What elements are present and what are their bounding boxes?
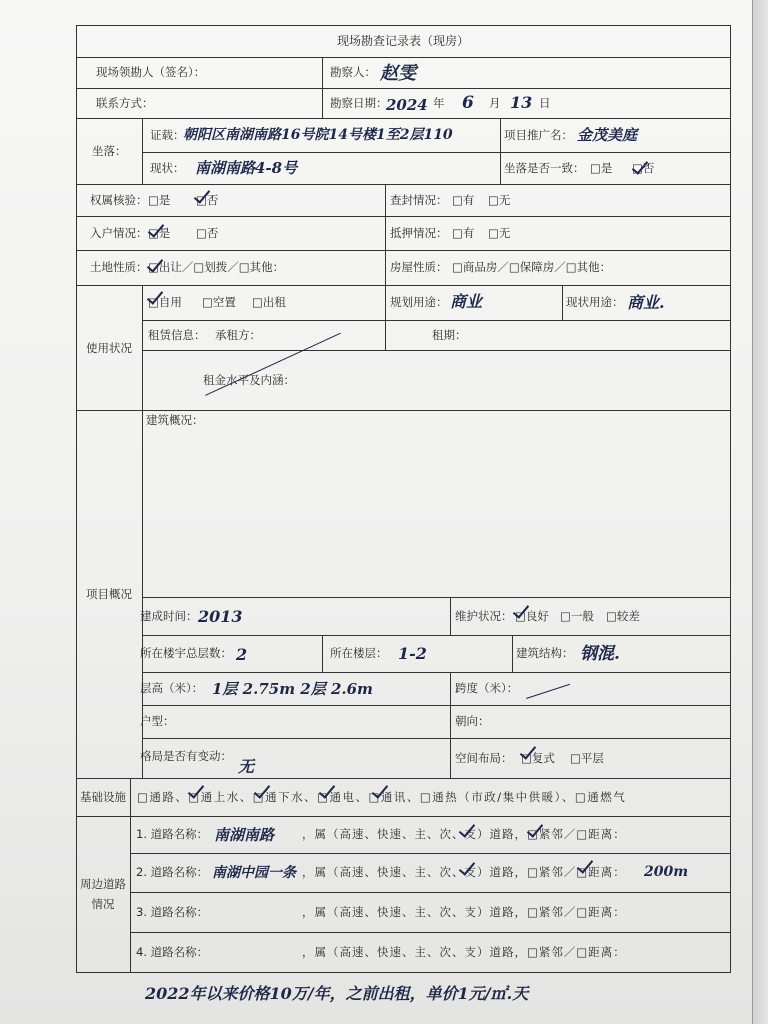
grid-line [500,118,501,184]
location-match-yes: □是 [590,161,613,175]
next-page-edge [752,0,768,1024]
building-overview-label: 建筑概况： [146,413,204,427]
usage-rented: □出租 [252,295,286,309]
entry-yes: □是 [148,226,171,240]
entry-label: 入户情况： [90,226,148,240]
certificate-address-label: 证载： [150,128,185,142]
infra-heating: □通热（市政/集中供暖）、 [419,790,575,804]
location-match-label: 坐落是否一致： [504,161,585,175]
project-section-label: 项目概况 [86,587,132,601]
grid-line [76,972,731,973]
unit-type-label: 户型： [140,714,175,728]
floor-height-label: 层高（米）： [140,681,204,695]
handwritten-note: 2022年以来价格10万/年，之前出租，单价1元/㎡.天 [145,984,529,1003]
layout-change-label: 格局是否有变动： [140,749,232,763]
total-floors-label: 所在楼宇总层数： [140,646,232,660]
contact-label: 联系方式： [96,96,154,110]
ownership-yes: □是 [148,193,171,207]
maintenance-average: □一般 [560,609,594,623]
survey-date-day: 13 [510,93,533,112]
infra-drainage: □通下水、 [252,790,318,804]
infra-telecom: □通讯、 [368,790,420,804]
road-2-name: 南湖中园一条 [212,865,296,881]
promo-name-label: 项目推广名： [504,128,573,142]
structure-label: 建筑结构： [516,646,574,660]
grid-line [512,635,513,672]
pen-slash-line [526,684,570,699]
floor-height-value: 1层 2.75m 2层 2.6m [212,680,373,698]
layout-change-value: 无 [238,757,255,776]
mortgage-yes: □有 [452,226,475,240]
grid-line [730,25,731,972]
seizure-label: 查封情况： [390,193,448,207]
ownership-no: □否 [196,193,219,207]
rent-level-label: 租金水平及内涵： [203,373,295,387]
planned-use-label: 规划用途： [390,295,448,309]
grid-line [385,184,386,285]
road-1-type: ，属（高速、快速、主、次、支）道路，□紧邻／□距离： [302,827,626,841]
grid-line [385,285,386,350]
location-match-no: □否 [632,161,655,175]
grid-line [562,285,563,320]
actual-use-label: 现状用途： [566,295,624,309]
land-nature-label: 土地性质： [90,260,148,274]
space-duplex: □复式 [521,751,555,765]
actual-address-value: 南湖南路4-8号 [195,159,298,177]
road-1-label: 1. 道路名称： [136,827,209,841]
usage-section-label: 使用状况 [86,340,132,355]
infra-water-supply: □通上水、 [188,790,253,804]
tenant-label: 承租方： [215,328,261,342]
planned-use-value: 商业 [450,292,483,311]
road-2-label: 2. 道路名称： [136,865,209,879]
lease-info-label: 租赁信息： [148,328,206,342]
space-flat: □平层 [570,751,604,765]
survey-date-month: 6 [462,93,474,113]
day-unit: 日 [539,96,551,110]
floor-value: 1-2 [398,644,427,663]
grid-line [450,672,451,778]
road-4-type: ，属（高速、快速、主、次、支）道路，□紧邻／□距离： [302,945,626,959]
usage-self-use: □自用 [148,295,182,309]
seizure-yes: □有 [452,193,475,207]
maintenance-good: □良好 [515,609,549,623]
guide-signature-label: 现场领勘人（签名）： [96,65,206,79]
entry-no: □否 [196,226,219,240]
road-3-type: ，属（高速、快速、主、次、支）道路，□紧邻／□距离： [302,905,626,919]
form-title: 现场勘查记录表（现房） [336,34,469,48]
grid-line [142,672,730,673]
total-floors-value: 2 [236,645,248,664]
grid-line [142,705,730,706]
grid-line [142,118,143,184]
grid-line [142,597,730,598]
actual-use-value: 商业. [627,293,665,312]
certificate-address-value: 朝阳区南湖南路16号院14号楼1至2层110 [183,127,453,143]
built-time-value: 2013 [198,607,243,626]
grid-line [142,350,730,351]
floor-label: 所在楼层： [330,646,388,660]
built-time-label: 建成时间： [140,609,198,623]
survey-date-label: 勘察日期： [330,96,388,110]
surveyor-signature: 赵雯 [380,63,416,84]
location-label: 坐落： [92,144,127,158]
road-1-name: 南湖南路 [214,826,275,844]
seizure-no: □无 [488,193,511,207]
year-unit: 年 [433,96,445,110]
survey-date-year: 2024 [386,96,428,114]
road-2-distance: 200m [644,864,689,880]
maintenance-label: 维护状况： [455,609,513,623]
promo-name-value: 金茂美庭 [577,126,638,144]
infrastructure-section-label: 基础设施 [80,790,126,804]
house-nature-options: □商品房／□保障房／□其他： [452,260,612,274]
mortgage-label: 抵押情况： [390,226,448,240]
orientation-label: 朝向： [455,714,490,728]
road-2-type: ，属（高速、快速、主、次、支）道路，□紧邻／□距离： [302,865,626,879]
infra-electricity: □通电、 [317,790,369,804]
month-unit: 月 [489,96,501,110]
grid-line [130,778,131,972]
surveyor-label: 勘察人： [330,65,376,79]
roads-section-label: 周边道路情况 [80,877,126,911]
span-label: 跨度（米）： [455,681,519,695]
structure-value: 钢混. [580,644,620,664]
infra-gas: □通燃气 [574,790,627,804]
land-nature-options: □出让／□划拨／□其他： [148,260,285,274]
ownership-label: 权属核验： [90,193,148,207]
lease-term-label: 租期： [432,328,467,342]
mortgage-no: □无 [488,226,511,240]
road-3-label: 3. 道路名称： [136,905,209,919]
usage-vacant: □空置 [202,295,236,309]
road-4-label: 4. 道路名称： [136,945,209,959]
grid-line [450,597,451,635]
house-nature-label: 房屋性质： [390,260,448,274]
maintenance-poor: □较差 [606,609,640,623]
space-layout-label: 空间布局： [455,751,513,765]
grid-line [322,635,323,672]
grid-line [322,57,323,118]
grid-line [76,88,730,89]
infra-road: □通路、 [137,790,189,804]
actual-address-label: 现状： [150,161,185,175]
